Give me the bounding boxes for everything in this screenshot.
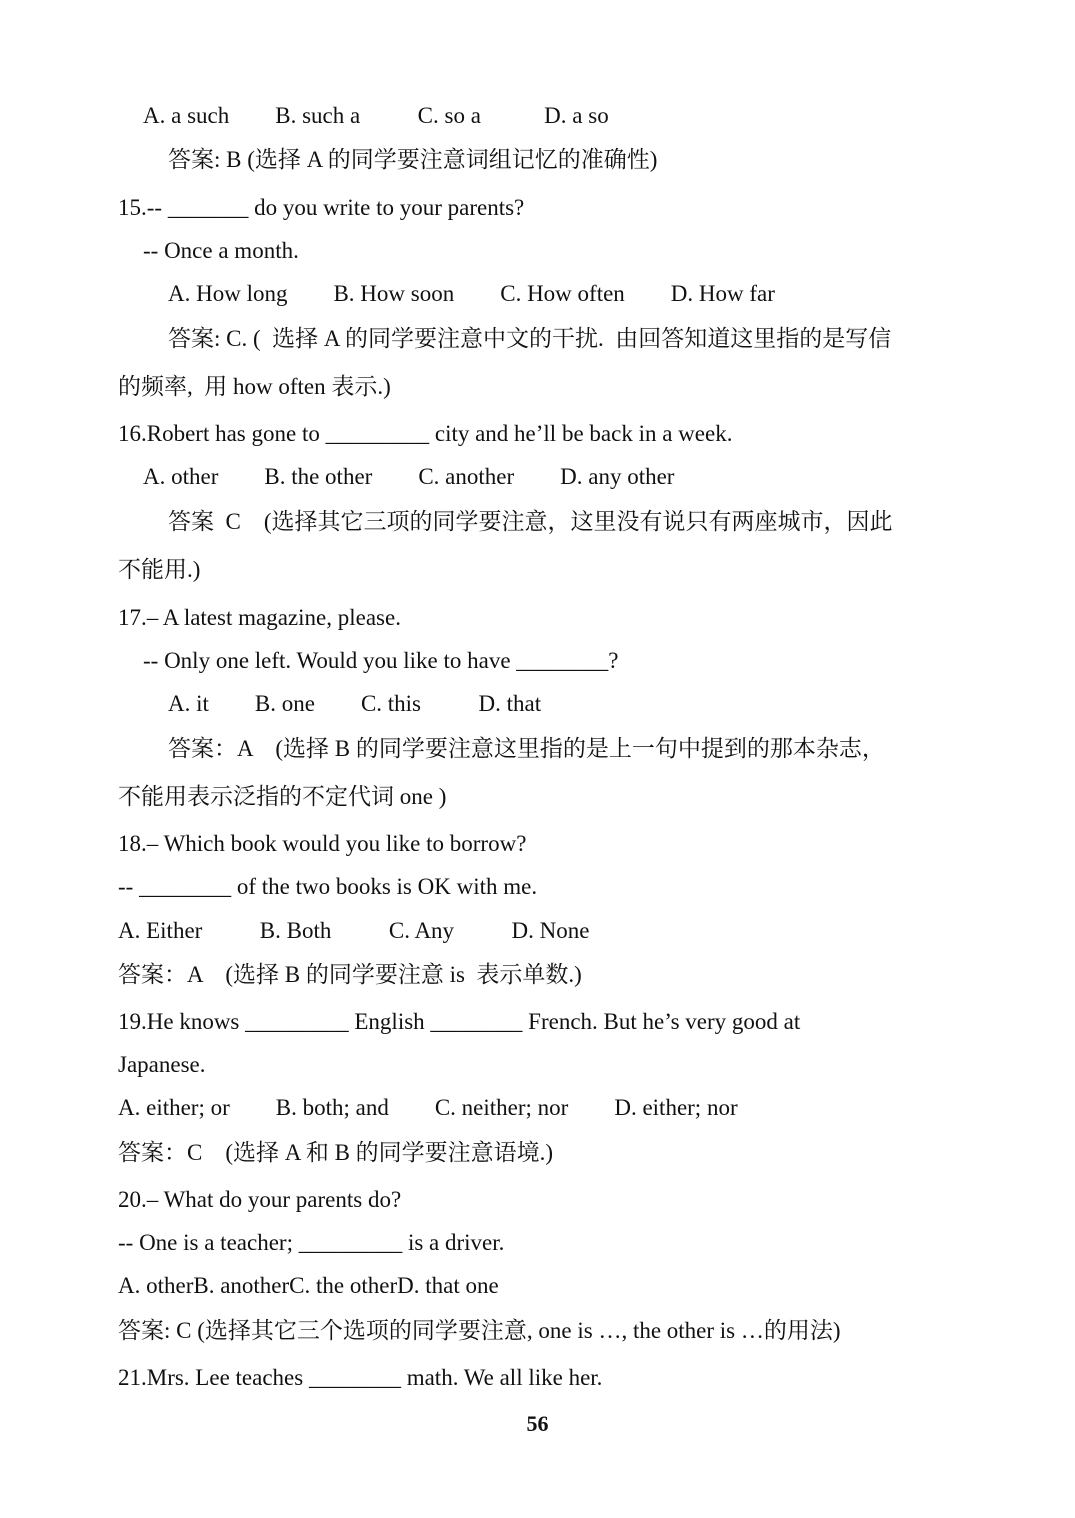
text-line: -- ________ of the two books is OK with me. — [118, 874, 538, 899]
page-number: 56 — [526, 1411, 549, 1436]
text-line: -- Only one left. Would you like to have ________? — [143, 648, 619, 673]
text-line: 答案：A (选择 B 的同学要注意这里指的是上一句中提到的那本杂志， — [168, 736, 885, 761]
text-line: 答案：C (选择 A 和 B 的同学要注意语境.) — [118, 1140, 554, 1165]
text-line: 不能用.) — [118, 557, 201, 582]
text-line: 不能用表示泛指的不定代词 one ) — [118, 784, 447, 809]
text-line: A. it B. one C. this D. that — [168, 691, 542, 716]
text-line: -- One is a teacher; _________ is a driver. — [118, 1230, 505, 1255]
text-line: 的频率, 用 how often 表示.) — [118, 374, 391, 399]
text-line: -- Once a month. — [143, 238, 299, 263]
text-line: 21.Mrs. Lee teaches ________ math. We all like her. — [118, 1365, 603, 1390]
text-line: A. otherB. anotherC. the otherD. that one — [118, 1273, 499, 1298]
text-line: A. either; or B. both; and C. neither; nor D. either; nor — [118, 1095, 738, 1120]
text-line: 16.Robert has gone to _________ city and he’ll be back in a week. — [118, 421, 733, 446]
text-line: A. Either B. Both C. Any D. None — [118, 918, 590, 943]
text-line: 17.– A latest magazine, please. — [118, 605, 401, 630]
text-line: 答案: C. ( 选择 A 的同学要注意中文的干扰. 由回答知道这里指的是写信 — [168, 326, 892, 351]
text-line: A. a such B. such a C. so a D. a so — [143, 103, 609, 128]
text-line: 19.He knows _________ English ________ French. But he’s very good at — [118, 1009, 801, 1034]
text-line: Japanese. — [118, 1052, 206, 1077]
text-line: A. other B. the other C. another D. any other — [143, 464, 675, 489]
text-line: 答案: C (选择其它三个选项的同学要注意, one is …, the other is …的用法) — [118, 1318, 841, 1343]
text-line: 18.– Which book would you like to borrow? — [118, 831, 527, 856]
text-line: A. How long B. How soon C. How often D. How far — [168, 281, 775, 306]
text-line: 答案: B (选择 A 的同学要注意词组记忆的准确性) — [168, 147, 658, 172]
text-line: 15.-- _______ do you write to your parents? — [118, 195, 525, 220]
text-line: 20.– What do your parents do? — [118, 1187, 402, 1212]
text-line: 答案：A (选择 B 的同学要注意 is 表示单数.) — [118, 962, 582, 987]
text-line: 答案 C (选择其它三项的同学要注意，这里没有说只有两座城市，因此 — [168, 509, 893, 534]
